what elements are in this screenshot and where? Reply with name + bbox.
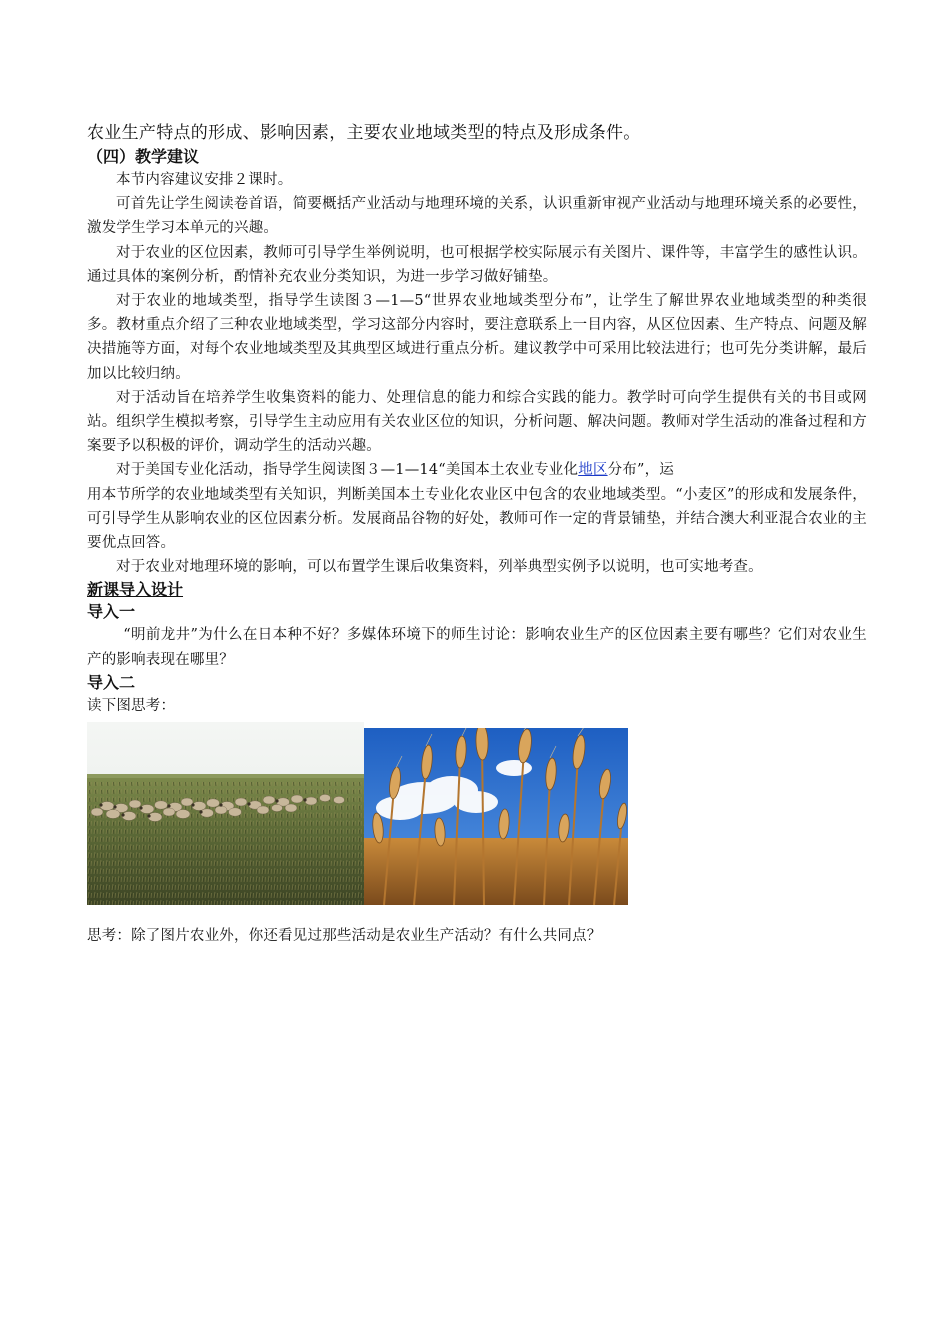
section-heading-teaching-suggestions: （四）教学建议 [87,147,200,166]
paragraph-location-factors: 对于农业的区位因素，教师可引导学生举例说明，也可根据学校实际展示有关图片、课件等，丰富学生的感性认识。通过具体的案例分析，酌情补充农业分类知识，为进一步学习做好铺垫。 [87,244,867,285]
sheep-pasture-photo [87,722,364,905]
intro-one-text: “明前龙井”为什么在日本种不好？多媒体环境下的师生讨论：影响农业生产的区位因素主要有哪些？它们对农业生产的影响表现在哪里？ [87,627,867,668]
intro-one-title: 导入一 [87,602,136,622]
intro-two-prompt: 读下图思考： [87,697,176,714]
paragraph-usa-continued: 用本节所学的农业地域类型有关知识，判断美国本土专业化农业区中包含的农业地域类型。“小麦区”的形成和发展条件，可引导学生从影响农业的区位因素分析。发展商品谷物的好处，教师可作一定的背景铺垫，并结合澳大利亚混合农业的主要优点回答。 [87,486,867,552]
paragraph-usa-specialization [87,458,867,482]
intro-two-title: 导入二 [87,672,136,692]
document-page [87,120,867,948]
usa-text-part1: 对于美国专业化活动，指导学生阅读图３—1—14“美国本土农业专业化 [116,462,579,479]
paragraph-class-hours: 本节内容建议安排２课时。 [116,172,293,188]
region-link[interactable]: 地区 [578,462,608,479]
photo-row [87,720,867,910]
closing-question: 思考：除了图片农业外，你还看见过那些活动是农业生产活动？有什么共同点？ [87,928,602,945]
paragraph-preface: 可首先让学生阅读卷首语，简要概括产业活动与地理环境的关系，认识重新审视产业活动与地理环境关系的必要性，激发学生学习本单元的兴趣。 [87,196,867,237]
paragraph-environment-impact: 对于农业对地理环境的影响，可以布置学生课后收集资料，列举典型实例予以说明，也可实地考查。 [116,559,763,576]
new-lesson-intro-heading: 新课导入设计 [87,580,184,600]
usa-text-part2: 分布”，运 [607,462,675,479]
paragraph-activity: 对于活动旨在培养学生收集资料的能力、处理信息的能力和综合实践的能力。教学时可向学生提供有关的书目或网站。组织学生模拟考察，引导学生主动应用有关农业区位的知识，分析问题、解决问题。教师对学生活动的准备过程和方案要予以积极的评价，调动学生的活动兴趣。 [87,389,867,455]
wheat-field-photo [364,728,628,905]
lead-sentence: 农业生产特点的形成、影响因素，主要农业地域类型的特点及形成条件。 [87,123,641,143]
paragraph-regional-types: 对于农业的地域类型，指导学生读图３—1—5“世界农业地域类型分布”，让学生了解世界农业地域类型的种类很多。教材重点介绍了三种农业地域类型，学习这部分内容时，要注意联系上一目内容，从区位因素、生产特点、问题及解决措施等方面，对每个农业地域类型及其典型区域进行重点分析。建议教学中可采用比较法进行；也可先分类讲解，最后加以比较归纳。 [87,293,867,382]
